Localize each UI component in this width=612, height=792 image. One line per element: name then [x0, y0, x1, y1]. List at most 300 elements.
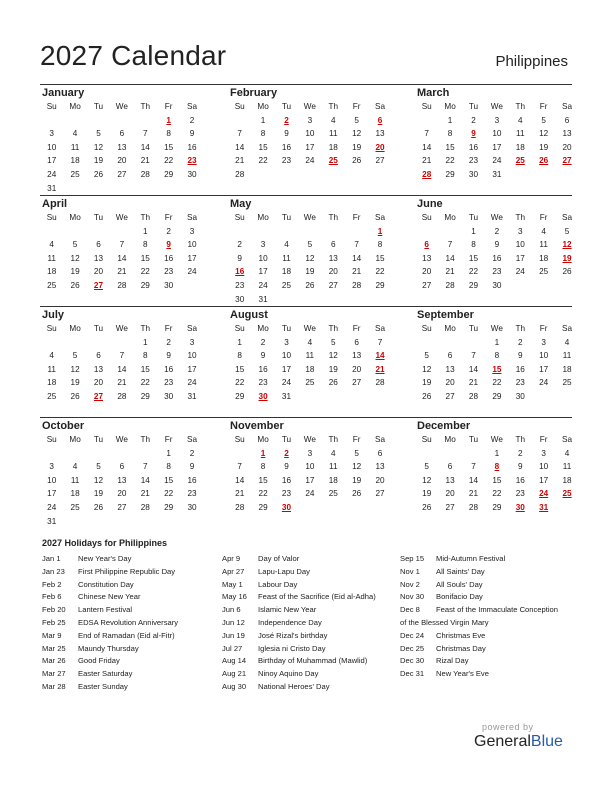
weekday-label: Fr	[539, 435, 548, 444]
week-row	[40, 376, 204, 390]
weekday-label: Su	[234, 213, 245, 222]
day-cell: 22	[140, 267, 150, 277]
week-row	[415, 487, 579, 501]
week-row	[40, 336, 204, 350]
week-row	[40, 349, 204, 363]
day-cell	[462, 336, 485, 350]
day-cell: 1	[471, 226, 476, 236]
day-cell: 1	[377, 226, 383, 236]
day-cell: 19	[422, 489, 432, 499]
week-row	[415, 154, 579, 168]
day-cell: 23	[164, 378, 174, 388]
week-row	[40, 501, 204, 515]
holiday-item	[400, 579, 558, 592]
day-cell: 10	[305, 129, 315, 139]
holiday-item	[400, 643, 558, 656]
day-cell: 21	[375, 364, 385, 374]
day-cell	[110, 515, 133, 529]
holiday-name: New Year's Day	[78, 554, 132, 563]
day-cell: 14	[117, 253, 127, 263]
holiday-item	[42, 579, 178, 592]
holiday-date: Dec 25	[400, 643, 425, 653]
day-cell: 22	[164, 156, 174, 166]
weekday-label: Th	[328, 102, 339, 111]
holiday-date: Aug 21	[222, 669, 247, 679]
week-row	[228, 293, 392, 307]
day-cell: 20	[117, 156, 127, 166]
day-cell: 22	[468, 267, 479, 277]
day-cell: 5	[541, 115, 546, 125]
day-cell: 17	[281, 364, 292, 374]
day-cell: 15	[445, 142, 455, 152]
day-cell: 26	[422, 502, 432, 512]
day-cell: 27	[445, 502, 455, 512]
month-april	[40, 198, 204, 293]
day-cell: 22	[235, 378, 245, 388]
day-cell: 21	[468, 378, 479, 388]
holiday-item	[42, 643, 178, 656]
day-cell: 10	[515, 240, 525, 250]
holiday-name: Day of Valor	[258, 554, 300, 563]
weekday-label: Su	[421, 102, 432, 111]
day-cell: 30	[164, 280, 174, 290]
weekday-label: Mo	[69, 102, 81, 111]
holiday-item	[42, 668, 178, 681]
day-cell	[251, 168, 274, 182]
day-cell: 14	[140, 142, 150, 152]
week-row	[40, 487, 204, 501]
day-cell: 23	[468, 156, 479, 166]
day-cell	[298, 168, 321, 182]
day-cell: 25	[47, 391, 57, 401]
weekday-label: Mo	[257, 102, 269, 111]
day-cell: 13	[117, 475, 127, 485]
day-cell: 25	[328, 489, 338, 499]
weekday-label: Su	[421, 324, 432, 333]
day-cell: 7	[237, 462, 242, 472]
day-cell	[40, 447, 63, 461]
week-row	[228, 252, 392, 266]
day-cell	[63, 515, 86, 529]
day-cell	[87, 114, 110, 128]
page-title: 2027 Calendar	[40, 40, 227, 71]
day-cell: 2	[494, 226, 500, 236]
day-cell: 1	[260, 115, 266, 125]
day-cell: 18	[305, 364, 315, 374]
day-cell: 21	[235, 489, 245, 499]
day-cell: 28	[140, 169, 150, 179]
day-cell: 2	[517, 337, 523, 347]
day-cell: 17	[515, 253, 525, 263]
day-cell: 22	[445, 156, 455, 166]
day-cell: 7	[424, 129, 429, 139]
day-cell: 10	[492, 129, 502, 139]
day-cell: 15	[375, 253, 385, 263]
month-may	[228, 198, 392, 306]
day-cell: 24	[305, 489, 315, 499]
day-cell: 25	[515, 156, 525, 166]
day-cell: 11	[539, 240, 548, 250]
holiday-item	[42, 591, 178, 604]
week-row	[40, 279, 204, 293]
day-cell: 15	[468, 253, 479, 263]
holiday-name: Labour Day	[258, 579, 298, 589]
week-row	[40, 182, 204, 196]
weekday-label: Su	[46, 435, 57, 444]
day-cell: 27	[352, 378, 362, 388]
day-cell: 16	[235, 267, 245, 277]
day-cell	[438, 336, 461, 350]
week-row	[40, 114, 204, 128]
day-cell: 3	[307, 448, 313, 458]
day-cell: 12	[305, 253, 315, 263]
day-cell	[110, 114, 133, 128]
day-cell: 28	[445, 280, 455, 290]
day-cell: 15	[235, 364, 245, 374]
day-cell: 23	[187, 156, 197, 166]
day-cell: 27	[562, 156, 572, 166]
weekday-label: Tu	[281, 435, 292, 444]
weekday-label: Tu	[281, 102, 292, 111]
week-row	[228, 336, 392, 350]
day-cell: 22	[492, 378, 502, 388]
day-cell: 25	[328, 156, 338, 166]
day-cell: 11	[47, 364, 56, 374]
holiday-date: Feb 2	[42, 579, 62, 589]
day-cell: 30	[164, 391, 174, 401]
day-cell: 16	[258, 364, 268, 374]
day-cell: 13	[93, 364, 104, 374]
day-cell: 17	[187, 253, 197, 263]
week-row	[228, 390, 392, 404]
brand-general: General	[474, 733, 531, 750]
day-cell: 4	[307, 337, 313, 347]
weekday-header	[228, 433, 392, 447]
day-cell: 1	[260, 448, 266, 458]
day-cell: 11	[562, 462, 572, 472]
holiday-date: Nov 2	[400, 579, 420, 589]
day-cell	[532, 279, 555, 293]
month-january	[40, 87, 204, 195]
day-cell: 18	[70, 489, 80, 499]
holiday-item	[222, 681, 376, 694]
day-cell: 22	[375, 267, 385, 277]
day-cell: 26	[93, 169, 104, 179]
day-cell: 18	[562, 364, 572, 374]
day-cell: 15	[492, 475, 502, 485]
day-cell: 23	[258, 378, 268, 388]
holiday-item	[400, 566, 558, 579]
day-cell: 24	[187, 378, 197, 388]
day-cell: 15	[140, 364, 150, 374]
day-cell: 22	[492, 489, 502, 499]
brand-blue: Blue	[530, 733, 563, 750]
day-cell	[555, 168, 578, 182]
holiday-name: José Rizal's birthday	[258, 630, 328, 640]
day-cell: 2	[189, 448, 195, 458]
day-cell: 27	[93, 391, 104, 401]
day-cell	[228, 225, 251, 239]
weekday-label: Su	[46, 102, 57, 111]
holiday-date: Aug 14	[222, 656, 247, 666]
day-cell: 4	[564, 337, 570, 347]
day-cell: 3	[517, 226, 523, 236]
day-cell: 14	[117, 364, 127, 374]
day-cell	[63, 336, 86, 350]
day-cell	[368, 390, 391, 404]
week-row	[415, 141, 579, 155]
day-cell: 17	[305, 475, 315, 485]
day-cell: 9	[189, 462, 195, 472]
day-cell: 26	[70, 280, 80, 290]
day-cell: 1	[142, 337, 148, 347]
weekday-label: Sa	[187, 435, 198, 444]
day-cell: 14	[235, 475, 245, 485]
weekday-label: Sa	[375, 213, 386, 222]
holiday-name: End of Ramadan (Eid al-Fitr)	[78, 630, 175, 640]
holiday-item	[400, 617, 558, 630]
day-cell	[63, 225, 86, 239]
day-cell: 18	[539, 253, 549, 263]
day-cell	[275, 225, 298, 239]
day-cell	[87, 336, 110, 350]
holiday-name: Mid-Autumn Festival	[436, 554, 506, 563]
day-cell: 7	[142, 129, 148, 139]
weekday-label: Su	[421, 435, 432, 444]
day-cell	[180, 182, 203, 196]
day-cell: 28	[422, 169, 432, 179]
day-cell	[532, 168, 555, 182]
day-cell	[134, 182, 157, 196]
day-cell: 7	[119, 240, 125, 250]
weekday-label: Th	[515, 435, 526, 444]
holiday-name: Easter Sunday	[78, 681, 128, 691]
month-december	[415, 420, 579, 515]
day-cell: 12	[93, 475, 104, 485]
day-cell: 16	[515, 364, 525, 374]
day-cell: 24	[305, 156, 315, 166]
day-cell: 27	[117, 502, 127, 512]
brand-logo[interactable]	[474, 733, 563, 751]
weekday-label: Th	[515, 324, 526, 333]
day-cell: 11	[47, 253, 56, 263]
week-row	[40, 474, 204, 488]
weekday-label: Sa	[562, 435, 573, 444]
day-cell: 10	[47, 475, 57, 485]
weekday-header	[40, 322, 204, 336]
day-cell: 16	[281, 475, 292, 485]
weekday-label: Fr	[164, 213, 173, 222]
holiday-name: All Souls' Day	[436, 579, 483, 589]
day-cell: 6	[564, 115, 570, 125]
day-cell: 14	[235, 142, 245, 152]
month-name: January	[42, 87, 85, 99]
day-cell	[438, 225, 461, 239]
holiday-date: Mar 27	[42, 669, 66, 679]
day-cell: 9	[517, 351, 523, 361]
day-cell: 30	[258, 391, 268, 401]
month-name: August	[230, 309, 268, 321]
day-cell	[180, 279, 203, 293]
holiday-date: Mar 26	[42, 656, 66, 666]
week-row	[40, 363, 204, 377]
day-cell: 27	[328, 280, 338, 290]
weekday-label: Tu	[468, 324, 479, 333]
week-row	[415, 279, 579, 293]
weekday-label: Th	[515, 102, 526, 111]
day-cell: 26	[422, 391, 432, 401]
day-cell: 12	[352, 129, 362, 139]
day-cell: 15	[492, 364, 502, 374]
day-cell	[40, 225, 63, 239]
weekday-header	[228, 211, 392, 225]
holiday-item	[400, 630, 558, 643]
weekday-label: Fr	[164, 435, 173, 444]
day-cell	[322, 225, 345, 239]
week-row	[40, 515, 204, 529]
day-cell: 28	[235, 502, 245, 512]
day-cell: 13	[375, 462, 385, 472]
day-cell: 8	[237, 351, 242, 361]
day-cell: 13	[422, 253, 432, 263]
week-row	[415, 127, 579, 141]
day-cell: 18	[70, 156, 80, 166]
day-cell: 18	[47, 267, 57, 277]
holiday-name: Islamic New Year	[258, 605, 317, 615]
day-cell	[322, 501, 345, 515]
day-cell	[345, 293, 368, 307]
day-cell: 21	[352, 267, 362, 277]
day-cell	[322, 168, 345, 182]
day-cell: 11	[329, 462, 338, 472]
week-row	[228, 447, 392, 461]
holiday-item	[42, 630, 178, 643]
holiday-item	[400, 553, 558, 566]
holiday-date: Dec 30	[400, 656, 425, 666]
day-cell: 13	[93, 253, 104, 263]
day-cell: 9	[471, 129, 476, 139]
weekday-label: Fr	[352, 435, 361, 444]
day-cell: 1	[142, 226, 148, 236]
holiday-date: Mar 28	[42, 681, 66, 691]
day-cell: 6	[377, 115, 383, 125]
month-june	[415, 198, 579, 293]
month-august	[228, 309, 392, 404]
day-cell: 19	[328, 364, 338, 374]
day-cell: 1	[166, 115, 171, 125]
day-cell	[555, 390, 578, 404]
day-cell: 21	[422, 156, 432, 166]
weekday-label: Fr	[164, 324, 173, 333]
day-cell: 24	[47, 502, 57, 512]
holiday-item	[42, 681, 178, 694]
day-cell: 4	[284, 240, 289, 250]
day-cell	[368, 168, 391, 182]
weekday-label: Sa	[187, 324, 198, 333]
day-cell: 2	[166, 337, 171, 347]
day-cell: 2	[260, 337, 266, 347]
day-cell: 4	[49, 240, 54, 250]
holiday-date: Mar 25	[42, 643, 66, 653]
day-cell: 10	[258, 253, 268, 263]
weekday-header	[40, 100, 204, 114]
holiday-item	[42, 604, 178, 617]
day-cell: 23	[281, 489, 292, 499]
day-cell: 1	[447, 115, 453, 125]
weekday-label: We	[303, 102, 316, 111]
day-cell	[110, 225, 133, 239]
day-cell: 16	[187, 142, 197, 152]
day-cell: 25	[47, 280, 57, 290]
day-cell: 24	[258, 280, 268, 290]
day-cell: 3	[260, 240, 266, 250]
day-cell: 29	[492, 502, 502, 512]
calendar-row	[40, 417, 572, 528]
day-cell: 28	[235, 169, 245, 179]
week-row	[415, 168, 579, 182]
day-cell: 18	[562, 475, 572, 485]
day-cell: 24	[539, 489, 549, 499]
holiday-item	[222, 630, 376, 643]
day-cell: 3	[49, 129, 54, 139]
day-cell	[110, 447, 133, 461]
day-cell: 13	[375, 129, 385, 139]
day-cell: 20	[117, 489, 127, 499]
day-cell: 19	[562, 253, 572, 263]
weekday-label: Th	[140, 324, 151, 333]
holiday-name: Chinese New Year	[78, 592, 141, 602]
day-cell: 16	[515, 475, 525, 485]
weekday-label: Mo	[444, 435, 456, 444]
weekday-label: Sa	[562, 324, 573, 333]
day-cell: 23	[515, 378, 525, 388]
weekday-label: Su	[421, 213, 432, 222]
day-cell: 20	[445, 378, 455, 388]
holiday-name: First Philippine Republic Day	[78, 566, 176, 576]
day-cell: 9	[237, 253, 242, 263]
day-cell	[532, 390, 555, 404]
day-cell: 29	[492, 391, 502, 401]
month-november	[228, 420, 392, 515]
day-cell: 17	[492, 142, 502, 152]
day-cell	[345, 390, 368, 404]
day-cell: 17	[47, 156, 57, 166]
day-cell: 19	[422, 378, 432, 388]
month-name: December	[417, 420, 471, 432]
day-cell: 8	[260, 129, 266, 139]
day-cell: 12	[70, 253, 80, 263]
weekday-header	[415, 100, 579, 114]
month-name: May	[230, 198, 252, 210]
day-cell: 26	[562, 267, 572, 277]
day-cell	[40, 114, 63, 128]
day-cell: 8	[260, 462, 266, 472]
day-cell: 14	[468, 364, 479, 374]
week-row	[40, 390, 204, 404]
day-cell	[298, 225, 321, 239]
day-cell: 9	[284, 129, 289, 139]
week-row	[228, 225, 392, 239]
holiday-name: Christmas Eve	[436, 630, 486, 640]
day-cell: 20	[328, 267, 338, 277]
week-row	[415, 238, 579, 252]
day-cell: 24	[47, 169, 57, 179]
holiday-item	[222, 604, 376, 617]
weekday-label: Mo	[69, 435, 81, 444]
day-cell	[322, 293, 345, 307]
day-cell: 26	[305, 280, 315, 290]
day-cell: 2	[189, 115, 195, 125]
